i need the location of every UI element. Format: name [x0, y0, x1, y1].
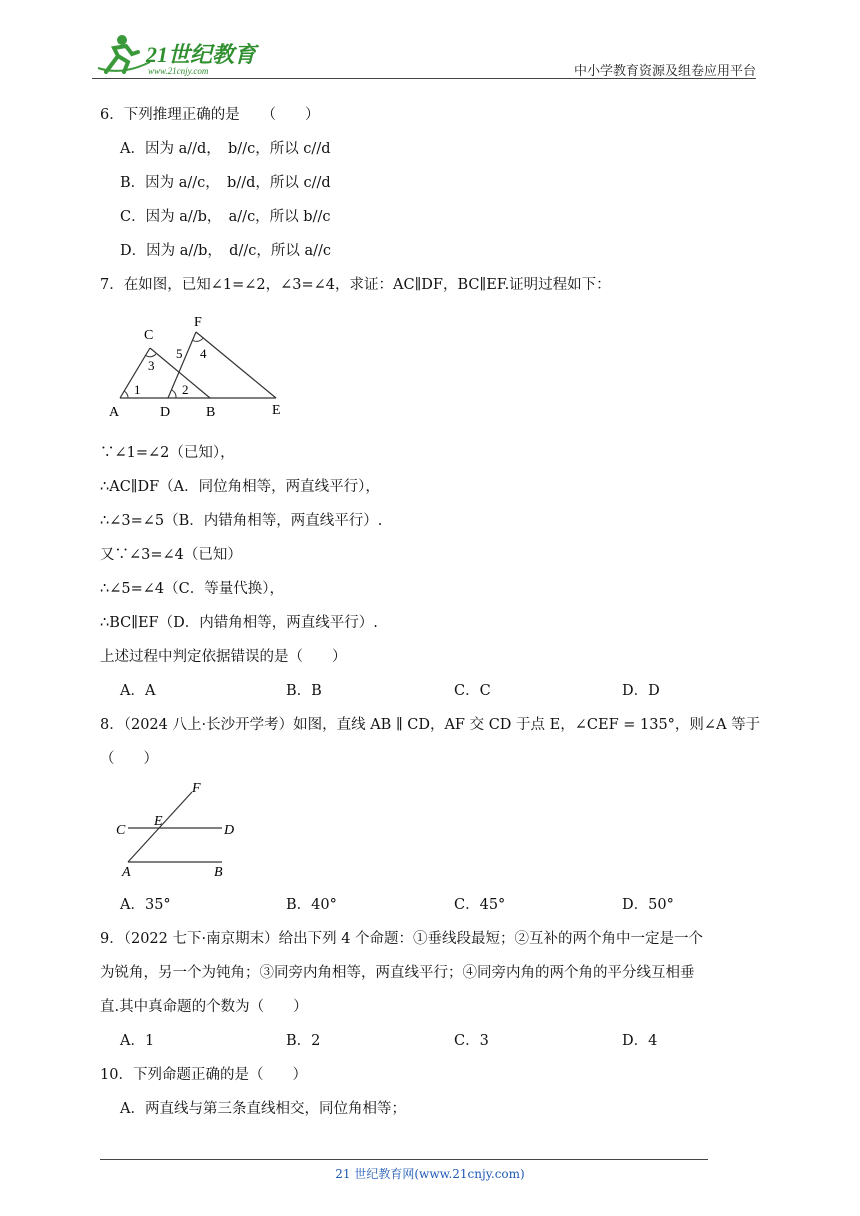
q9-option-a[interactable]: A．1 — [120, 1033, 155, 1049]
q10-option-a[interactable]: A．两直线与第三条直线相交，同位角相等； — [120, 1101, 406, 1117]
q7-option-c[interactable]: C．C — [454, 683, 491, 699]
q9-stem-line-3: 直.其中真命题的个数为（ ） — [100, 999, 308, 1015]
q8-option-d[interactable]: D．50° — [622, 897, 674, 913]
label-d: D — [224, 823, 235, 838]
label-a: A — [109, 405, 120, 420]
q7-stem: 7．在如图，已知∠1=∠2，∠3=∠4，求证：AC∥DF，BC∥EF.证明过程如下： — [100, 277, 611, 293]
label-c: C — [144, 328, 154, 343]
q10-stem: 10．下列命题正确的是（ ） — [100, 1067, 307, 1083]
q6-stem: 6．下列推理正确的是 （ ） — [100, 107, 320, 123]
q8-option-b[interactable]: B．40° — [286, 897, 337, 913]
header-platform-title: 中小学教育资源及组卷应用平台 — [573, 64, 756, 79]
label-angle-2: 2 — [182, 382, 189, 397]
runner-logo-icon — [92, 32, 262, 78]
label-b: B — [214, 865, 223, 880]
q9-stem-line-2: 为锐角，另一个为钝角；③同旁内角相等，两直线平行；④同旁内角的两个角的平分线互相垂 — [100, 965, 695, 981]
header-rule — [92, 78, 756, 79]
q9-option-b[interactable]: B．2 — [286, 1033, 321, 1049]
q7-proof-line-6: ∴BC∥EF（D．内错角相等，两直线平行）. — [100, 615, 378, 631]
q6-option-a[interactable]: A．因为 a//d， b//c，所以 c//d — [120, 141, 331, 157]
q7-proof-line-2: ∴AC∥DF（A．同位角相等，两直线平行）， — [100, 479, 380, 495]
q8-option-a[interactable]: A．35° — [120, 897, 171, 913]
site-logo — [92, 32, 262, 78]
q7-proof-line-5: ∴∠5=∠4（C．等量代换）， — [100, 581, 284, 597]
label-c: C — [116, 823, 126, 838]
q8-stem-line-1: 8．（2024 八上·长沙开学考）如图，直线 AB ∥ CD，AF 交 CD 于点 E，∠CEF = 135°，则∠A 等于 — [100, 717, 761, 733]
footer-text[interactable]: 21 世纪教育网(www.21cnjy.com) — [335, 1167, 525, 1181]
footer-rule — [100, 1159, 708, 1160]
label-angle-1: 1 — [134, 382, 141, 397]
label-e: E — [272, 403, 281, 418]
q7-option-b[interactable]: B．B — [286, 683, 322, 699]
q6-option-d[interactable]: D．因为 a//b， d//c，所以 a//c — [120, 243, 331, 259]
q8-stem-line-2: （ ） — [100, 751, 158, 767]
logo-text: 21世纪教育 — [146, 42, 257, 67]
q8-figure — [110, 778, 240, 880]
q6-option-b[interactable]: B．因为 a//c， b//d，所以 c//d — [120, 175, 331, 191]
q8-option-c[interactable]: C．45° — [454, 897, 506, 913]
logo-url: www.21cnjy.com — [148, 66, 209, 76]
label-e: E — [154, 814, 163, 829]
q7-question: 上述过程中判定依据错误的是（ ） — [100, 649, 347, 665]
q7-proof-line-4: 又∵∠3=∠4（已知） — [100, 547, 242, 563]
label-angle-3: 3 — [148, 358, 155, 373]
label-d: D — [160, 405, 171, 420]
q7-proof-line-1: ∵∠1=∠2（已知）， — [100, 445, 235, 461]
label-f: F — [194, 315, 202, 330]
q7-proof-line-3: ∴∠3=∠5（B．内错角相等，两直线平行）. — [100, 513, 383, 529]
label-b: B — [206, 405, 216, 420]
label-angle-4: 4 — [200, 346, 207, 361]
q7-option-d[interactable]: D．D — [622, 683, 660, 699]
q7-figure — [100, 310, 300, 422]
label-a: A — [122, 865, 131, 880]
q9-stem-line-1: 9．（2022 七下·南京期末）给出下列 4 个命题：①垂线段最短；②互补的两个角中一定是一个 — [100, 931, 704, 947]
label-angle-5: 5 — [176, 346, 183, 361]
q7-option-a[interactable]: A．A — [120, 683, 156, 699]
q6-option-c[interactable]: C．因为 a//b， a//c，所以 b//c — [120, 209, 331, 225]
q9-option-c[interactable]: C．3 — [454, 1033, 489, 1049]
label-f: F — [192, 781, 201, 796]
q9-option-d[interactable]: D．4 — [622, 1033, 658, 1049]
